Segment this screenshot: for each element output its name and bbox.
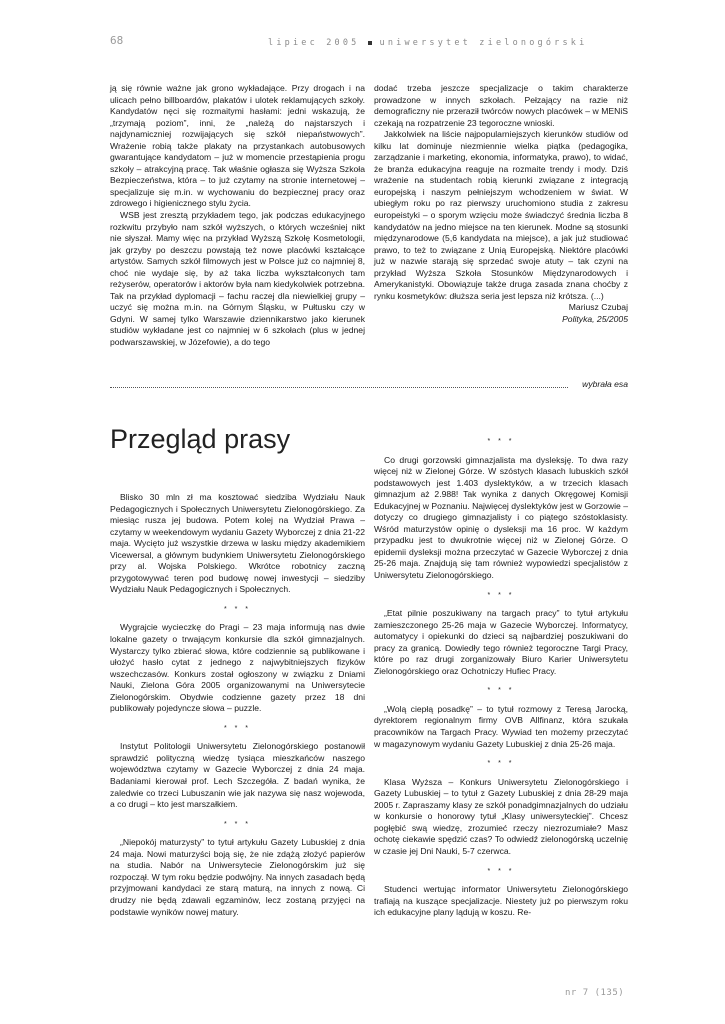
section-separator: * * *: [487, 867, 515, 875]
article-source: Polityka, 25/2005: [562, 313, 628, 324]
paragraph: Studenci wertując informator Uniwersytetu Zielonogórskiego trafiają na kuszące specjalizacje. Niestety już po pierwszym roku ich edukacyjne plany lądują w koszu. Re-: [374, 884, 628, 918]
top-article-column-1: [110, 83, 365, 349]
section-separator: * * *: [487, 591, 515, 599]
article-author: Mariusz Czubaj: [568, 302, 628, 313]
section-separator: * * *: [487, 760, 515, 768]
paragraph: Wygrajcie wycieczkę do Pragi – 23 maja informują nas dwie lokalne gazety o trwającym konkursie dla szkół gimnazjalnych. Wystarczy tylko zbierać słowa, które codziennie są publikowane i ułożyć hasło cytat z jednego z najwybitniejszych fizyków wszechczasów. Konkurs został ogłoszony w związku z Dniami Nauki, Zielona Góra 2005 organizowanymi na Uniwersytecie Zielonogórskim. Obydwie codzienne gazety przez 18 dni publikowały pojedyncze słowa – puzzle.: [110, 622, 365, 714]
review-column-2: [374, 436, 628, 919]
paragraph: „Etat pilnie poszukiwany na targach pracy” to tytuł artykułu zamieszczonego 25-26 maja w Gazecie Wyborczej. Informatycy, automatycy i opiekunki do dzieci są najbardziej poszukiwani do pracy za granicą. Dowiedły tego również tegoroczne Targi Pracy, które po raz drugi zorganizowały Biuro Karier Uniwersytetu Zielonogórskiego oraz Ochotniczy Hufiec Pracy.: [374, 608, 628, 676]
issue-date: lipiec 2005: [268, 38, 360, 48]
dotted-divider: [110, 379, 628, 393]
section-separator: * * *: [223, 605, 252, 613]
paragraph: Co drugi gorzowski gimnazjalista ma dysleksję. To dwa razy więcej niż w Zielonej Górze. W szóstych klasach lubuskich szkół podstawowych jest 1.403 dyslektyków, a w trzecich klasach gimnazjum aż 2.988! Tak wynika z danych Okręgowej Komisji Edukacyjnej w Poznaniu. Najwięcej dyslektyków jest w Gorzowie – dotyczy co drugiego gimnazjalisty i co piątego szóstoklasisty. Wśród maturzystów opinię o dysleksji ma 16 proc. W każdym przypadku jest to dwukrotnie więcej niż w Zielonej Górze. O epidemii dysleksji można przeczytać w Gazecie Wyborczej z dnia 25-26 maja. Znajdują się tam również wypowiedzi specjalistów z Uniwersytetu Zielonogórskiego.: [374, 454, 628, 581]
page-number: 68: [110, 34, 124, 47]
review-column-1: [110, 492, 365, 918]
paragraph: Instytut Politologii Uniwersytetu Zielonogórskiego postanowił sprawdzić polityczną wiedzę tysiąca mieszkańców naszego województwa czytamy w Gazecie Wyborczej z dnia 24 maja. Badaniami kierował prof. Lech Szczegóła. Z badań wynika, że zaledwie co trzeci Lubuszanin wie jak nazywa się nasz wojewoda, a co drugi – kto jest marszałkiem.: [110, 741, 365, 810]
section-title: Przegląd prasy: [110, 424, 291, 454]
paragraph: „Wolą ciepłą posadkę” – to tytuł rozmowy z Teresą Jarocką, dyrektorem regionalnym firmy OVB Allfinanz, która szukała pracowników na Targach Pracy. Wywiad ten możemy przeczytać w magazynowym wydaniu Gazety Lubuskiej z dnia 25-26 maja.: [374, 703, 628, 749]
separator-square-icon: [368, 41, 372, 45]
section-separator: * * *: [487, 438, 515, 445]
paragraph: „Niepokój maturzysty” to tytuł artykułu Gazety Lubuskiej z dnia 24 maja. Nowi maturzyści boją się, że nie zdążą złożyć papierów na studia. Nabór na Uniwersytecie Zielonogórskim już się rozpoczął. W tym roku będzie podwójny. Na innych zasadach będą przyjmowani kandydaci ze starą maturą, na innych z nową. Ci drudzy nie będą zdawali egzaminów, lecz zostaną przyjęci na podstawie wyników nowej matury.: [110, 837, 365, 917]
issue-footer: nr 7 (135): [565, 988, 625, 998]
top-article-column-2: [374, 83, 628, 325]
publication-name: uniwersytet zielonogórski: [379, 38, 588, 48]
section-separator: * * *: [223, 820, 252, 828]
paragraph: Blisko 30 mln zł ma kosztować siedziba Wydziału Nauk Pedagogicznych i Społecznych Uniwersytetu Zielonogórskiego. Za miesiąc rusza jej budowa. Potem kolej na Wydział Prawa – czytamy w weekendowym wydaniu Gazety Wyborczej z dnia 21-22 maja. Wycięto już wszystkie drzewa w lasku między akademikiem Vicewersal, a głównym budynkiem Uniwersytetu Zielonogórskiego przy al. Wojska Polskiego. Wkrótce robotnicy zaczną przygotowywać teren pod budowę nowej inwestycji – siedziby Wydziału Nauk Pedagogicznych i Społecznych.: [110, 492, 365, 595]
selection-credit: wybrała esa: [582, 379, 628, 389]
paragraph: dodać trzeba jeszcze specjalizacje o takim charakterze prowadzone w innych szkołach. Pełzający na razie niż demograficzny nie przeraził twórców nowych placówek – w MENiS czekają na rozpatrzenie 23 tegoroczne wnioski.: [374, 83, 628, 128]
section-separator: * * *: [223, 724, 252, 732]
paragraph: Klasa Wyższa – Konkurs Uniwersytetu Zielonogórskiego i Gazety Lubuskiej – to tytuł z Gazety Lubuskiej z dnia 28-29 maja 2005 r. Zapraszamy klasy ze szkół ponadgimnazjalnych do udziału w konkursie o honorowy tytuł „Klasy uniwersyteckiej”. Chcesz pogłębić swą wiedzę, zrozumieć rzeczy niezrozumiałe? Masz ochotę ciekawie spędzić czas? To odwiedź zielonogórską uczelnię w czasie jej Dni Nauki, 5-7 czerwca.: [374, 776, 628, 856]
running-header: [268, 38, 587, 48]
section-separator: * * *: [487, 687, 515, 695]
dotted-line: [110, 387, 568, 388]
paragraph: ją się równie ważne jak grono wykładające. Przy drogach i na ulicach pełno billboardów, plakatów i ulotek reklamujących szkoły. Kandydatów nęci się rozmaitymi hasłami: jedni wskazują, że „trzymają poziom”, inni, że „należą do najstarszych i najdynamiczniej rozwijających się szkół niepaństwowych”. Wrażenie robią także plakaty na przystankach autobusowych gwarantujące kandydatom – już w momencie przestąpienia progu szkoły – atrakcyjną pracę. Tak właśnie ogłasza się Wyższa Szkoła Bezpieczeństwa, która – to już czytamy na stronie internetowej – specjalizuje się m.in. w wychowaniu do bezpiecznej pracy oraz zdrowego i higienicznego stylu życia.: [110, 83, 365, 209]
paragraph: WSB jest zresztą przykładem tego, jak podczas edukacyjnego rozkwitu przybyło nam szkół wyższych, o których wcześniej nikt nie słyszał. Mamy więc na przykład Wyższą Szkołę Kosmetologii, jak grzyby po deszczu powstają też nowe placówki kształcące artystów. Samych szkół filmowych jest w Polsce już co najmniej 8, choć nie wydaje się, by aż taka liczba wykształconych tam reżyserów, operatorów i aktorów była nam kiedykolwiek potrzebna. Tak na przykład dyplomacji – fachu raczej dla niewielkiej grupy – uczyć się można m.in. na Górnym Śląsku, w Pułtusku czy w Gdyni. W samej tylko Warszawie dziennikarstwo jako kierunek studiów wykładane jest co najmniej w 6 szkołach (plus w jednej podwarszawskiej, w Józefowie), a do tego: [110, 210, 365, 348]
paragraph: Jakkolwiek na liście najpopularniejszych kierunków studiów od kilku lat dominuje niezmiennie wielka piątka (pedagogika, zarządzanie i marketing, ekonomia, informatyka, prawo), to widać, że branża edukacyjna reaguje na rozmaite trendy i mody. Dziś wrażenie na studentach robią kierunki związane z integracją europejską i naszym pełniejszym wchodzeniem w świat. W ubiegłym roku po raz pierwszy uruchomiono studia z zakresu europeistyki – o sporym wzięciu może świadczyć średnia liczba 8 kandydatów na jedno miejsce na ten kierunek. Modne są stosunki międzynarodowe (5,6 kandydata na miejsce), a jak już studiować prawo, to też to związane z Unią Europejską. Niektóre placówki już w nazwie starają się sprzedać swoje atuty – tak czyni na przykład Wyższa Szkoła Stosunków Międzynarodowych i Amerykanistyki. Obowiązuje także druga zasada znana choćby z rynku kosmetyków: dłuższa seria jest lepsza niż krótsza. (...): [374, 129, 628, 301]
